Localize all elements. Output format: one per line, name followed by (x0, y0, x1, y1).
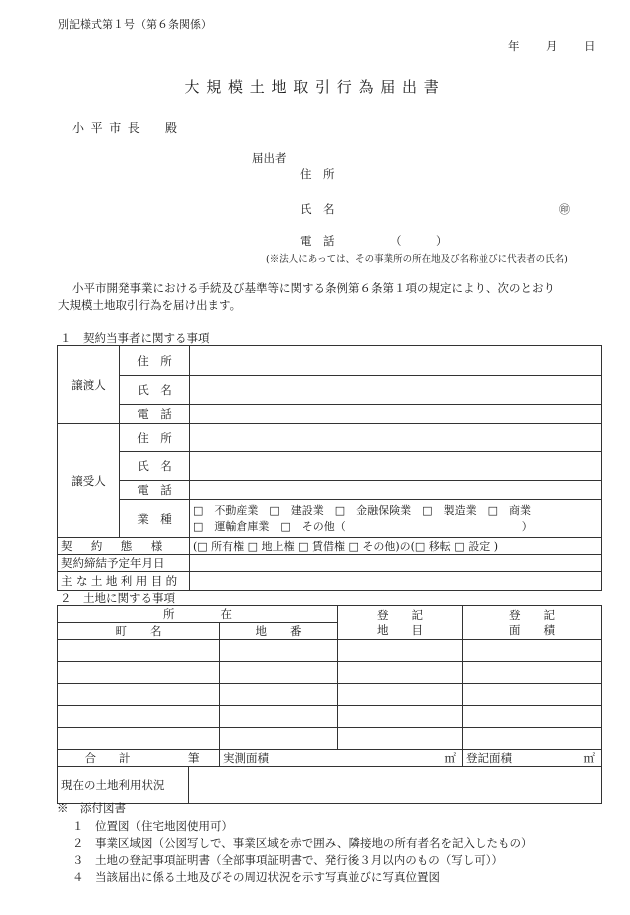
registered-area-cell[interactable] (463, 750, 602, 767)
notifier-phone-paren: （ ） (390, 234, 448, 248)
area-cell[interactable] (463, 684, 602, 706)
location-header: 所 在 (58, 606, 338, 623)
transferor-phone-label: 電 話 (120, 405, 190, 424)
measured-area-unit: ㎡ (444, 751, 456, 765)
date-day: 日 (584, 39, 596, 53)
transferee-address-label: 住 所 (120, 424, 190, 452)
current-use-row (58, 767, 602, 804)
town-cell[interactable] (58, 684, 220, 706)
measured-area-cell[interactable] (220, 750, 463, 767)
transferee-name-field[interactable] (190, 452, 602, 481)
notifier-phone-label: 電 話 (300, 234, 335, 248)
seal-icon: ㊞ (559, 203, 570, 216)
lot-cell[interactable] (220, 640, 338, 662)
category-cell[interactable] (338, 728, 463, 750)
area-cell[interactable] (463, 728, 602, 750)
attachment-item: ２ 事業区域図（公図写しで、事業区域を赤で囲み、隣接地の所有者名を記入したもの） (72, 836, 533, 850)
registered-area-label: 登記面積 (466, 751, 512, 765)
town-cell[interactable] (58, 662, 220, 684)
transferee-phone-label: 電 話 (120, 481, 190, 500)
category-cell[interactable] (338, 706, 463, 728)
measured-area-label: 実測面積 (223, 751, 269, 765)
area-header-line: 面 積 (509, 622, 555, 637)
section1-heading: １ 契約当事者に関する事項 (60, 331, 210, 345)
contract-form-label: 契約態様 (58, 538, 190, 555)
lot-header: 地 番 (220, 623, 338, 640)
industry-options[interactable] (190, 500, 602, 538)
area-cell[interactable] (463, 706, 602, 728)
category-cell[interactable] (338, 662, 463, 684)
transferor-name-label: 氏 名 (120, 376, 190, 405)
registered-area-header (463, 606, 602, 640)
transferor-name-field[interactable] (190, 376, 602, 405)
form-number: 別記様式第１号（第６条関係） (58, 18, 212, 31)
date-month: 月 (546, 39, 558, 53)
transferor-phone-field[interactable] (190, 405, 602, 424)
section2-heading: ２ 土地に関する事項 (60, 591, 175, 605)
party-table (57, 345, 602, 591)
area-cell[interactable] (463, 662, 602, 684)
contract-form-options[interactable]: (□ 所有権 □ 地上権 □ 賃借権 □ その他)の(□ 移転 □ 設定 ) (190, 538, 602, 555)
lot-cell[interactable] (220, 706, 338, 728)
category-cell[interactable] (338, 640, 463, 662)
intro-line-1: 小平市開発事業における手続及び基準等に関する条例第６条第１項の規定により、次のとおり (72, 281, 555, 295)
lot-cell[interactable] (220, 728, 338, 750)
attachments-list (72, 818, 532, 886)
current-use-label: 現在の土地利用状況 (58, 767, 189, 803)
land-use-purpose-label: 主な土地利用目的 (58, 572, 190, 591)
town-cell[interactable] (58, 706, 220, 728)
total-lots-label: 合 計 筆 (58, 750, 220, 767)
category-cell[interactable] (338, 684, 463, 706)
addressee: 小平市長 殿 (72, 121, 184, 135)
notifier-corporate-note: (※法人にあっては、その事業所の所在地及び名称並びに代表者の氏名) (266, 254, 568, 265)
industry-options-line-2: □ 運輸倉庫業 □ その他（ ） (193, 519, 533, 533)
attachments-heading: ※ 添付図書 (57, 801, 126, 815)
category-header-line: 地 目 (377, 622, 423, 637)
attachment-item: １ 位置図（住宅地図使用可） (72, 819, 233, 833)
land-use-purpose-field[interactable] (190, 572, 602, 591)
transferor-label: 譲渡人 (58, 346, 120, 424)
transferor-address-field[interactable] (190, 346, 602, 376)
town-cell[interactable] (58, 640, 220, 662)
town-header: 町 名 (58, 623, 220, 640)
contract-date-label: 契約締結予定年月日 (58, 555, 190, 572)
registered-category-header (338, 606, 463, 640)
lot-cell[interactable] (220, 684, 338, 706)
registered-header-line: 登 記 (377, 607, 423, 622)
attachment-item: ４ 当該届出に係る土地及びその周辺状況を示す写真並びに写真位置図 (72, 870, 440, 884)
lot-cell[interactable] (220, 662, 338, 684)
transferee-name-label: 氏 名 (120, 452, 190, 481)
transferee-address-field[interactable] (190, 424, 602, 452)
contract-date-field[interactable] (190, 555, 602, 572)
registered2-header-line: 登 記 (509, 607, 555, 622)
transferee-industry-label: 業 種 (120, 500, 190, 538)
document-title: 大規模土地取引行為届出書 (184, 78, 446, 96)
transferor-address-label: 住 所 (120, 346, 190, 376)
transferee-label: 譲受人 (58, 424, 120, 538)
registered-area-unit: ㎡ (583, 751, 595, 765)
attachment-item: ３ 土地の登記事項証明書（全部事項証明書で、発行後３月以内のもの（写し可）） (72, 853, 504, 867)
area-cell[interactable] (463, 640, 602, 662)
date-year: 年 (508, 39, 520, 53)
notifier-name-label: 氏 名 (300, 202, 335, 216)
town-cell[interactable] (58, 728, 220, 750)
transferee-phone-field[interactable] (190, 481, 602, 500)
intro-line-2: 大規模土地取引行為を届け出ます。 (58, 298, 242, 312)
notifier-address-label: 住 所 (300, 167, 335, 181)
industry-options-line-1: □ 不動産業 □ 建設業 □ 金融保険業 □ 製造業 □ 商業 (193, 503, 531, 517)
land-table (57, 605, 602, 804)
current-use-field[interactable] (189, 767, 601, 803)
notifier-label: 届出者 (252, 151, 287, 165)
